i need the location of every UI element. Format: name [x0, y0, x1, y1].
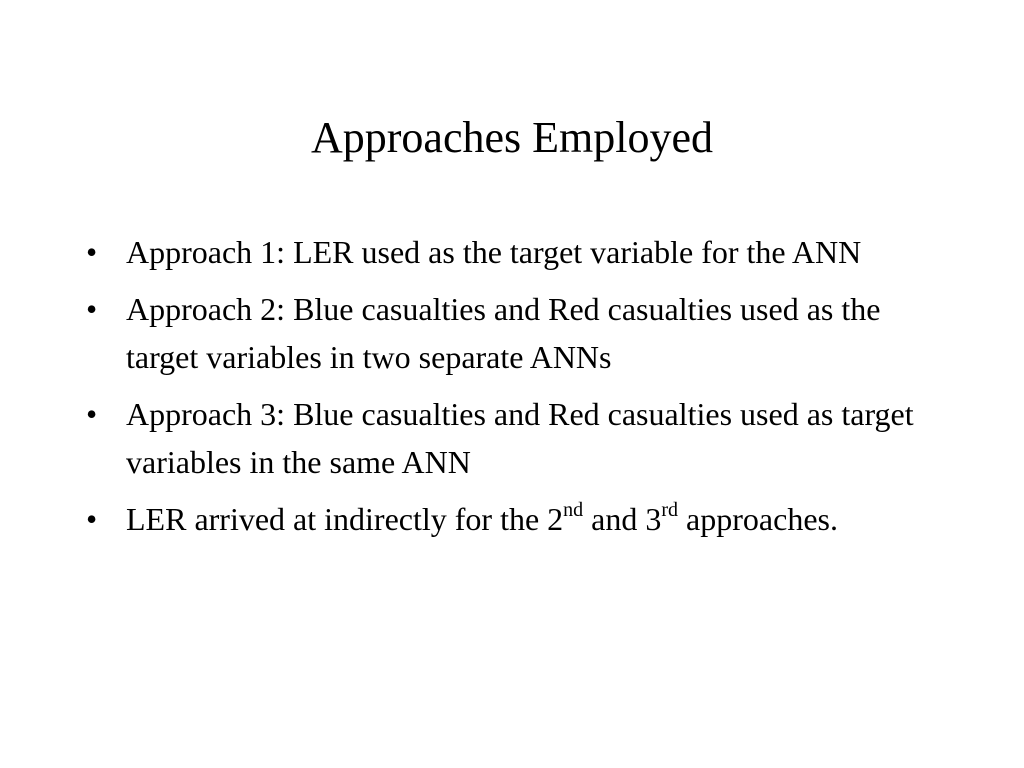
bullet-item-1 [86, 228, 926, 276]
bullet-item-3 [86, 390, 926, 486]
bullet-item-4 [86, 495, 926, 543]
bullet-dot-icon: • [86, 501, 98, 537]
bullet-list [86, 228, 926, 552]
bullet-text-part-3: approaches. [678, 501, 838, 537]
bullet-text: Approach 2: Blue casualties and Red casualties used as the target variables in two separate ANNs [126, 291, 881, 375]
bullet-item-2 [86, 285, 926, 381]
bullet-text: Approach 3: Blue casualties and Red casualties used as target variables in the same ANN [126, 396, 914, 480]
bullet-dot-icon: • [86, 291, 98, 327]
slide-title: Approaches Employed [311, 113, 713, 162]
bullet-text: Approach 1: LER used as the target variable for the ANN [126, 234, 862, 270]
bullet-dot-icon: • [86, 234, 98, 270]
ordinal-suffix-nd: nd [563, 499, 584, 522]
bullet-text-part-1: LER arrived at indirectly for the 2 [126, 501, 564, 537]
ordinal-suffix-rd: rd [661, 499, 679, 522]
bullet-text-part-2: and 3 [583, 501, 662, 537]
bullet-dot-icon: • [86, 396, 98, 432]
